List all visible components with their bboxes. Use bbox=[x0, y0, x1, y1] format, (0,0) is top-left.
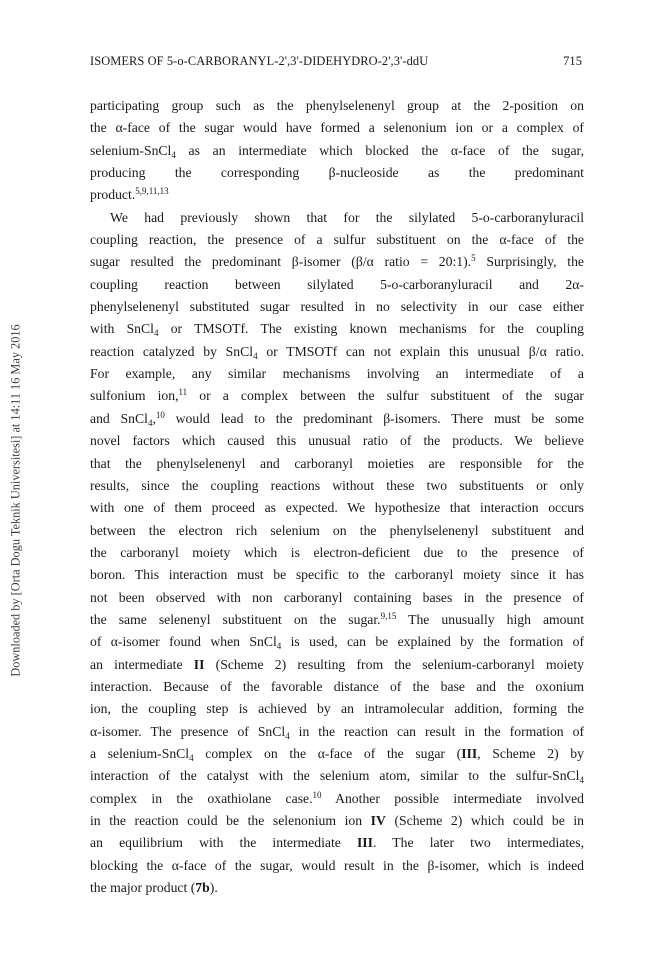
text-line: and SnCl$_4$,$^{10}$ would lead to the predominant β-isomers. There must be some bbox=[90, 409, 584, 428]
text-line: the α-face of the sugar would have formed a selenonium ion or a complex of bbox=[90, 120, 584, 136]
paragraph-1 bbox=[90, 95, 584, 207]
citation: 10 bbox=[312, 789, 322, 800]
compound-label: 7b bbox=[195, 880, 210, 896]
text-line: complex in the oxathiolane case.$^{10}$ Another possible intermediate involved bbox=[90, 789, 584, 806]
text-line: the same selenenyl substituent on the sugar.$^{9,15}$ The unusually high amount bbox=[90, 610, 584, 627]
text-line: an equilibrium with the intermediate III. The later two intermediates, bbox=[90, 835, 585, 851]
text-line: not been observed with non carboranyl containing bases in the presence of bbox=[90, 589, 584, 605]
text-line: the carboranyl moiety which is electron-deficient due to the presence of bbox=[90, 544, 584, 560]
text-line: interaction of the catalyst with the selenium atom, similar to the sulfur-SnCl$_4$ bbox=[90, 768, 584, 786]
running-title: ISOMERS OF 5-o-CARBORANYL-2',3'-DIDEHYDRO-2',3'-ddU bbox=[90, 54, 429, 68]
text-line: product.$^{5,9,11,13}$ bbox=[90, 186, 169, 203]
citation: 5,9,11,13 bbox=[135, 186, 169, 197]
page-number: 715 bbox=[563, 54, 582, 68]
intermediate-label: III bbox=[461, 745, 478, 761]
intermediate-label: IV bbox=[370, 813, 386, 828]
citation: 11 bbox=[178, 387, 188, 398]
text-line: that the phenylselenenyl and carboranyl moieties are responsible for the bbox=[90, 455, 584, 471]
text-line: a selenium-SnCl$_4$ complex on the α-face of the sugar (III, Scheme 2) by bbox=[90, 745, 584, 763]
intermediate-label: III bbox=[356, 835, 373, 851]
text-line: with one of them proceed as expected. We hypothesize that interaction occurs bbox=[90, 500, 584, 516]
text-line: novel factors which caused this unusual ratio of the products. We believe bbox=[90, 433, 584, 449]
text-line: the major product (7b). bbox=[90, 880, 218, 896]
text-line: sugar resulted the predominant β-isomer (β/α ratio = 20:1).$^5$ Surprisingly, the bbox=[90, 253, 585, 270]
text-line: between the electron rich selenium on the phenylselenenyl substituent and bbox=[90, 522, 584, 538]
download-watermark bbox=[4, 70, 28, 930]
text-line: selenium-SnCl$_4$ as an intermediate which blocked the α-face of the sugar, bbox=[90, 142, 584, 160]
text-line: phenylselenenyl substituted sugar resulted in no selectivity in our case either bbox=[90, 299, 584, 315]
text-line: blocking the α-face of the sugar, would result in the β-isomer, which is indeed bbox=[90, 857, 584, 873]
download-note-text: Downloaded by [Orta Dogu Teknik Universitesi] at 14:11 16 May 2016 bbox=[8, 323, 23, 677]
text-line: sulfonium ion,$^{11}$ or a complex between the sulfur substituent of the sugar bbox=[90, 387, 584, 404]
intermediate-label: II bbox=[193, 656, 205, 672]
article-body bbox=[90, 95, 584, 899]
text-line: in the reaction could be the selenonium ion IV (Scheme 2) which could be in bbox=[90, 813, 585, 828]
text-line: interaction. Because of the favorable distance of the base and the oxonium bbox=[90, 678, 584, 694]
paragraph-2 bbox=[90, 207, 584, 900]
text-line: with SnCl$_4$ or TMSOTf. The existing known mechanisms for the coupling bbox=[90, 321, 584, 339]
text-line: ion, the coupling step is achieved by an intramolecular addition, forming the bbox=[90, 701, 584, 717]
text-line: an intermediate II (Scheme 2) resulting from the selenium-carboranyl moiety bbox=[90, 656, 584, 672]
text-line: coupling reaction between silylated 5-o-carboranyluracil and 2α- bbox=[90, 276, 584, 292]
text-line: participating group such as the phenylselenenyl group at the 2-position on bbox=[90, 98, 584, 113]
text-line: of α-isomer found when SnCl$_4$ is used, can be explained by the formation of bbox=[90, 634, 585, 652]
text-line: For example, any similar mechanisms involving an intermediate of a bbox=[90, 366, 584, 382]
text-line: reaction catalyzed by SnCl$_4$ or TMSOTf can not explain this unusual β/α ratio. bbox=[90, 343, 584, 361]
text-line: We had previously shown that for the silylated 5-o-carboranyluracil bbox=[110, 209, 584, 225]
text-line: producing the corresponding β-nucleoside as the predominant bbox=[90, 165, 584, 181]
text-line: boron. This interaction must be specific to the carboranyl moiety since it has bbox=[90, 567, 584, 583]
citation: 10 bbox=[155, 409, 165, 420]
citation: 5 bbox=[471, 253, 476, 264]
text-line: α-isomer. The presence of SnCl$_4$ in the reaction can result in the formation of bbox=[90, 723, 585, 741]
text-line: coupling reaction, the presence of a sulfur substituent on the α-face of the bbox=[90, 232, 584, 248]
text-line: results, since the coupling reactions without these two substituents or only bbox=[90, 477, 584, 493]
citation: 9,15 bbox=[380, 610, 397, 621]
page-header bbox=[90, 54, 582, 74]
